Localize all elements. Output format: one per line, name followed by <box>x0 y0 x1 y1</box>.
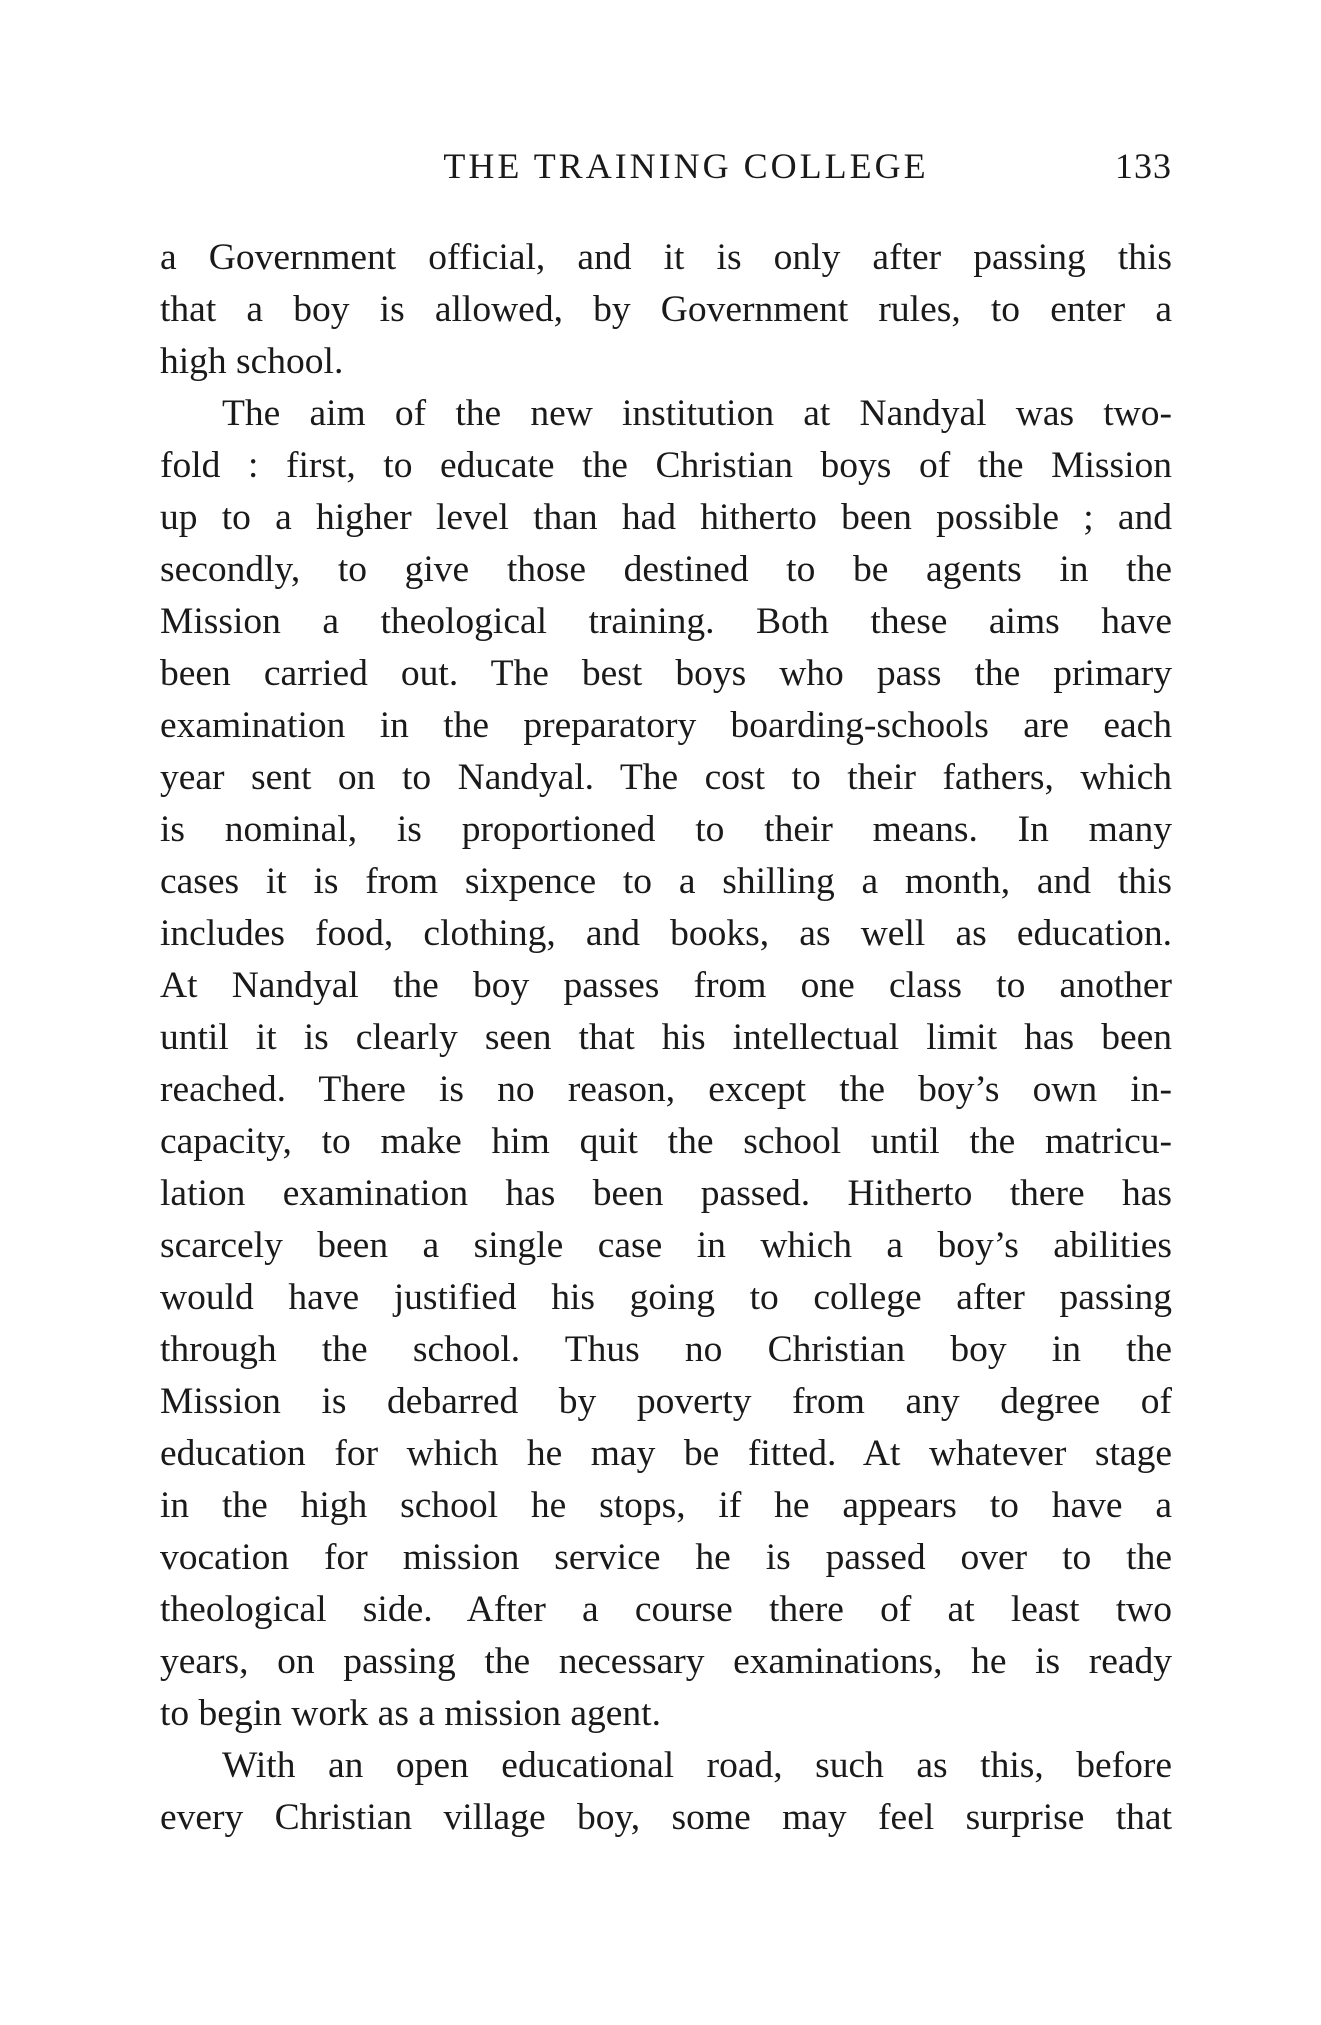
text-line: through the school. Thus no Christian boy in the <box>160 1329 1172 1370</box>
text-line: that a boy is allowed, by Government rules, to enter a <box>160 289 1172 330</box>
text-line: high school. <box>160 341 344 382</box>
paragraph <box>160 388 1172 1740</box>
text-line: capacity, to make him quit the school until the matricu- <box>160 1121 1172 1162</box>
paragraph <box>160 232 1172 388</box>
paragraph <box>160 1740 1172 1844</box>
text-line: cases it is from sixpence to a shilling a month, and this <box>160 861 1172 902</box>
text-line: until it is clearly seen that his intellectual limit has been <box>160 1017 1172 1058</box>
text-line: vocation for mission service he is passed over to the <box>160 1537 1172 1578</box>
text-line: With an open educational road, such as this, before <box>222 1745 1172 1786</box>
text-line: education for which he may be fitted. At whatever stage <box>160 1433 1172 1474</box>
text-line: years, on passing the necessary examinations, he is ready <box>160 1641 1172 1682</box>
text-line: up to a higher level than had hitherto been possible ; and <box>160 497 1172 538</box>
text-line: Mission a theological training. Both these aims have <box>160 601 1172 642</box>
body-text <box>160 232 1172 1844</box>
text-line: is nominal, is proportioned to their means. In many <box>160 809 1172 850</box>
text-line: to begin work as a mission agent. <box>160 1693 661 1734</box>
running-head <box>160 145 1172 205</box>
text-line: scarcely been a single case in which a boy’s abilities <box>160 1225 1172 1266</box>
running-title: THE TRAINING COLLEGE <box>443 146 929 186</box>
text-line: a Government official, and it is only after passing this <box>160 237 1172 278</box>
text-line: secondly, to give those destined to be agents in the <box>160 549 1172 590</box>
text-line: every Christian village boy, some may feel surprise that <box>160 1797 1172 1838</box>
text-line: been carried out. The best boys who pass the primary <box>160 653 1172 694</box>
text-line: fold : first, to educate the Christian boys of the Mission <box>160 445 1172 486</box>
text-line: in the high school he stops, if he appears to have a <box>160 1485 1172 1526</box>
text-line: lation examination has been passed. Hitherto there has <box>160 1173 1172 1214</box>
page-number: 133 <box>1115 146 1172 186</box>
text-line: would have justified his going to college after passing <box>160 1277 1172 1318</box>
text-line: year sent on to Nandyal. The cost to their fathers, which <box>160 757 1172 798</box>
text-line: examination in the preparatory boarding-schools are each <box>160 705 1172 746</box>
text-line: theological side. After a course there of at least two <box>160 1589 1172 1630</box>
text-line: Mission is debarred by poverty from any degree of <box>160 1381 1172 1422</box>
text-line: includes food, clothing, and books, as well as education. <box>160 913 1172 954</box>
text-line: The aim of the new institution at Nandyal was two- <box>222 393 1172 434</box>
text-line: At Nandyal the boy passes from one class to another <box>160 965 1172 1006</box>
text-line: reached. There is no reason, except the boy’s own in- <box>160 1069 1172 1110</box>
